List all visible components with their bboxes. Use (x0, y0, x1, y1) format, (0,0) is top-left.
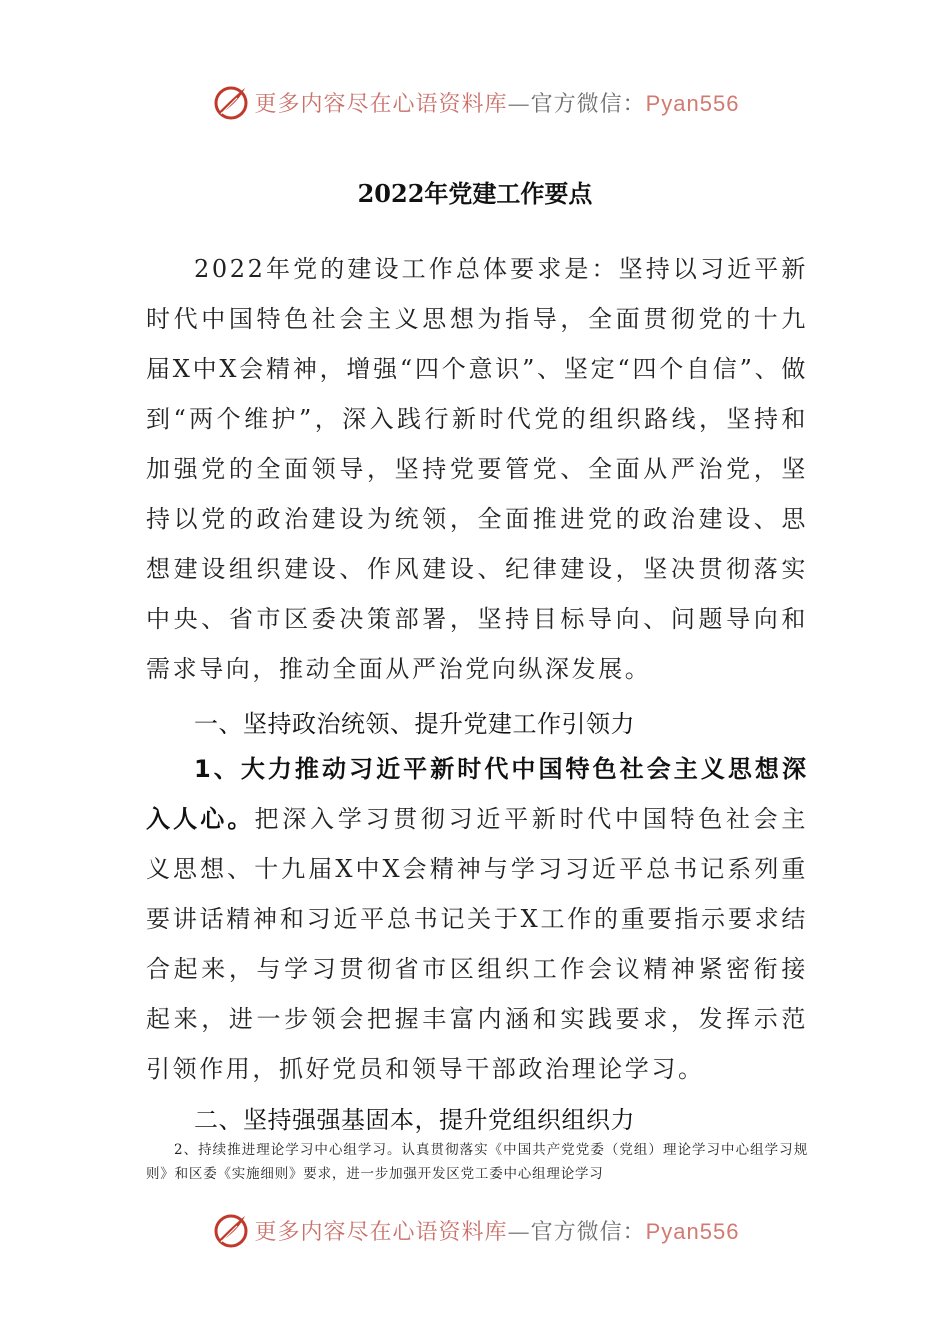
quill-logo-icon (211, 82, 251, 122)
intro-block (146, 244, 808, 694)
intro-paragraph: 2022年党的建设工作总体要求是：坚持以习近平新时代中国特色社会主义思想为指导，全面贯彻党的十九届X中X会精神，增强“四个意识”、坚定“四个自信”、做到“两个维护”，深入践行新时代党的组织路线，坚持和加强党的全面领导，坚持党要管党、全面从严治党，坚持以党的政治建设为统领，全面推进党的政治建设、思想建设组织建设、作风建设、纪律建设，坚决贯彻落实中央、省市区委决策部署，坚持目标导向、问题导向和需求导向，推动全面从严治党向纵深发展。 (146, 255, 808, 683)
banner-separator: — (507, 91, 531, 117)
item-1-body: 把深入学习贯彻习近平新时代中国特色社会主义思想、十九届X中X会精神与学习习近平总书记系列重要讲话精神和习近平总书记关于X工作的重要指示要求结合起来，与学习贯彻省市区组织工作会议精神紧密衔接起来，进一步领会把握丰富内涵和实践要求，发挥示范引领作用，抓好党员和领导干部政治理论学习。 (146, 805, 809, 1083)
section-heading-2: 二、坚持强强基固本，提升党组织组织力 (194, 1106, 635, 1134)
banner-brand: 更多内容尽在心语资料库 (254, 91, 508, 117)
item-1-lead: 1、大力推动习近平新时代中国特色社会主义思想深入人心。 (146, 755, 808, 833)
banner-wechat-label: 官方微信： (530, 91, 646, 117)
quill-logo-icon (211, 1210, 251, 1250)
footer-banner-separator: — (507, 1219, 531, 1245)
section-heading-1: 一、坚持政治统领、提升党建工作引领力 (194, 710, 635, 738)
header-banner (0, 80, 950, 124)
footer-banner-wechat-id: Pyan556 (645, 1218, 740, 1244)
footer-banner-wechat-label: 官方微信： (530, 1219, 646, 1245)
footer-banner (0, 1208, 950, 1252)
footer-banner-text (255, 1215, 740, 1246)
item-1-paragraph (146, 744, 808, 1094)
document-title: 2022年党建工作要点 (357, 179, 593, 208)
banner-wechat-id: Pyan556 (645, 90, 740, 116)
banner-text (255, 87, 740, 118)
footer-banner-brand: 更多内容尽在心语资料库 (254, 1219, 508, 1245)
item-1-block (146, 744, 808, 1094)
item-2-paragraph: 2、持续推进理论学习中心组学习。认真贯彻落实《中国共产党党委（党组）理论学习中心组学习规则》和区委《实施细则》要求，进一步加强开发区党工委中心组理论学习 (146, 1142, 808, 1182)
item-2-block (146, 1138, 808, 1186)
